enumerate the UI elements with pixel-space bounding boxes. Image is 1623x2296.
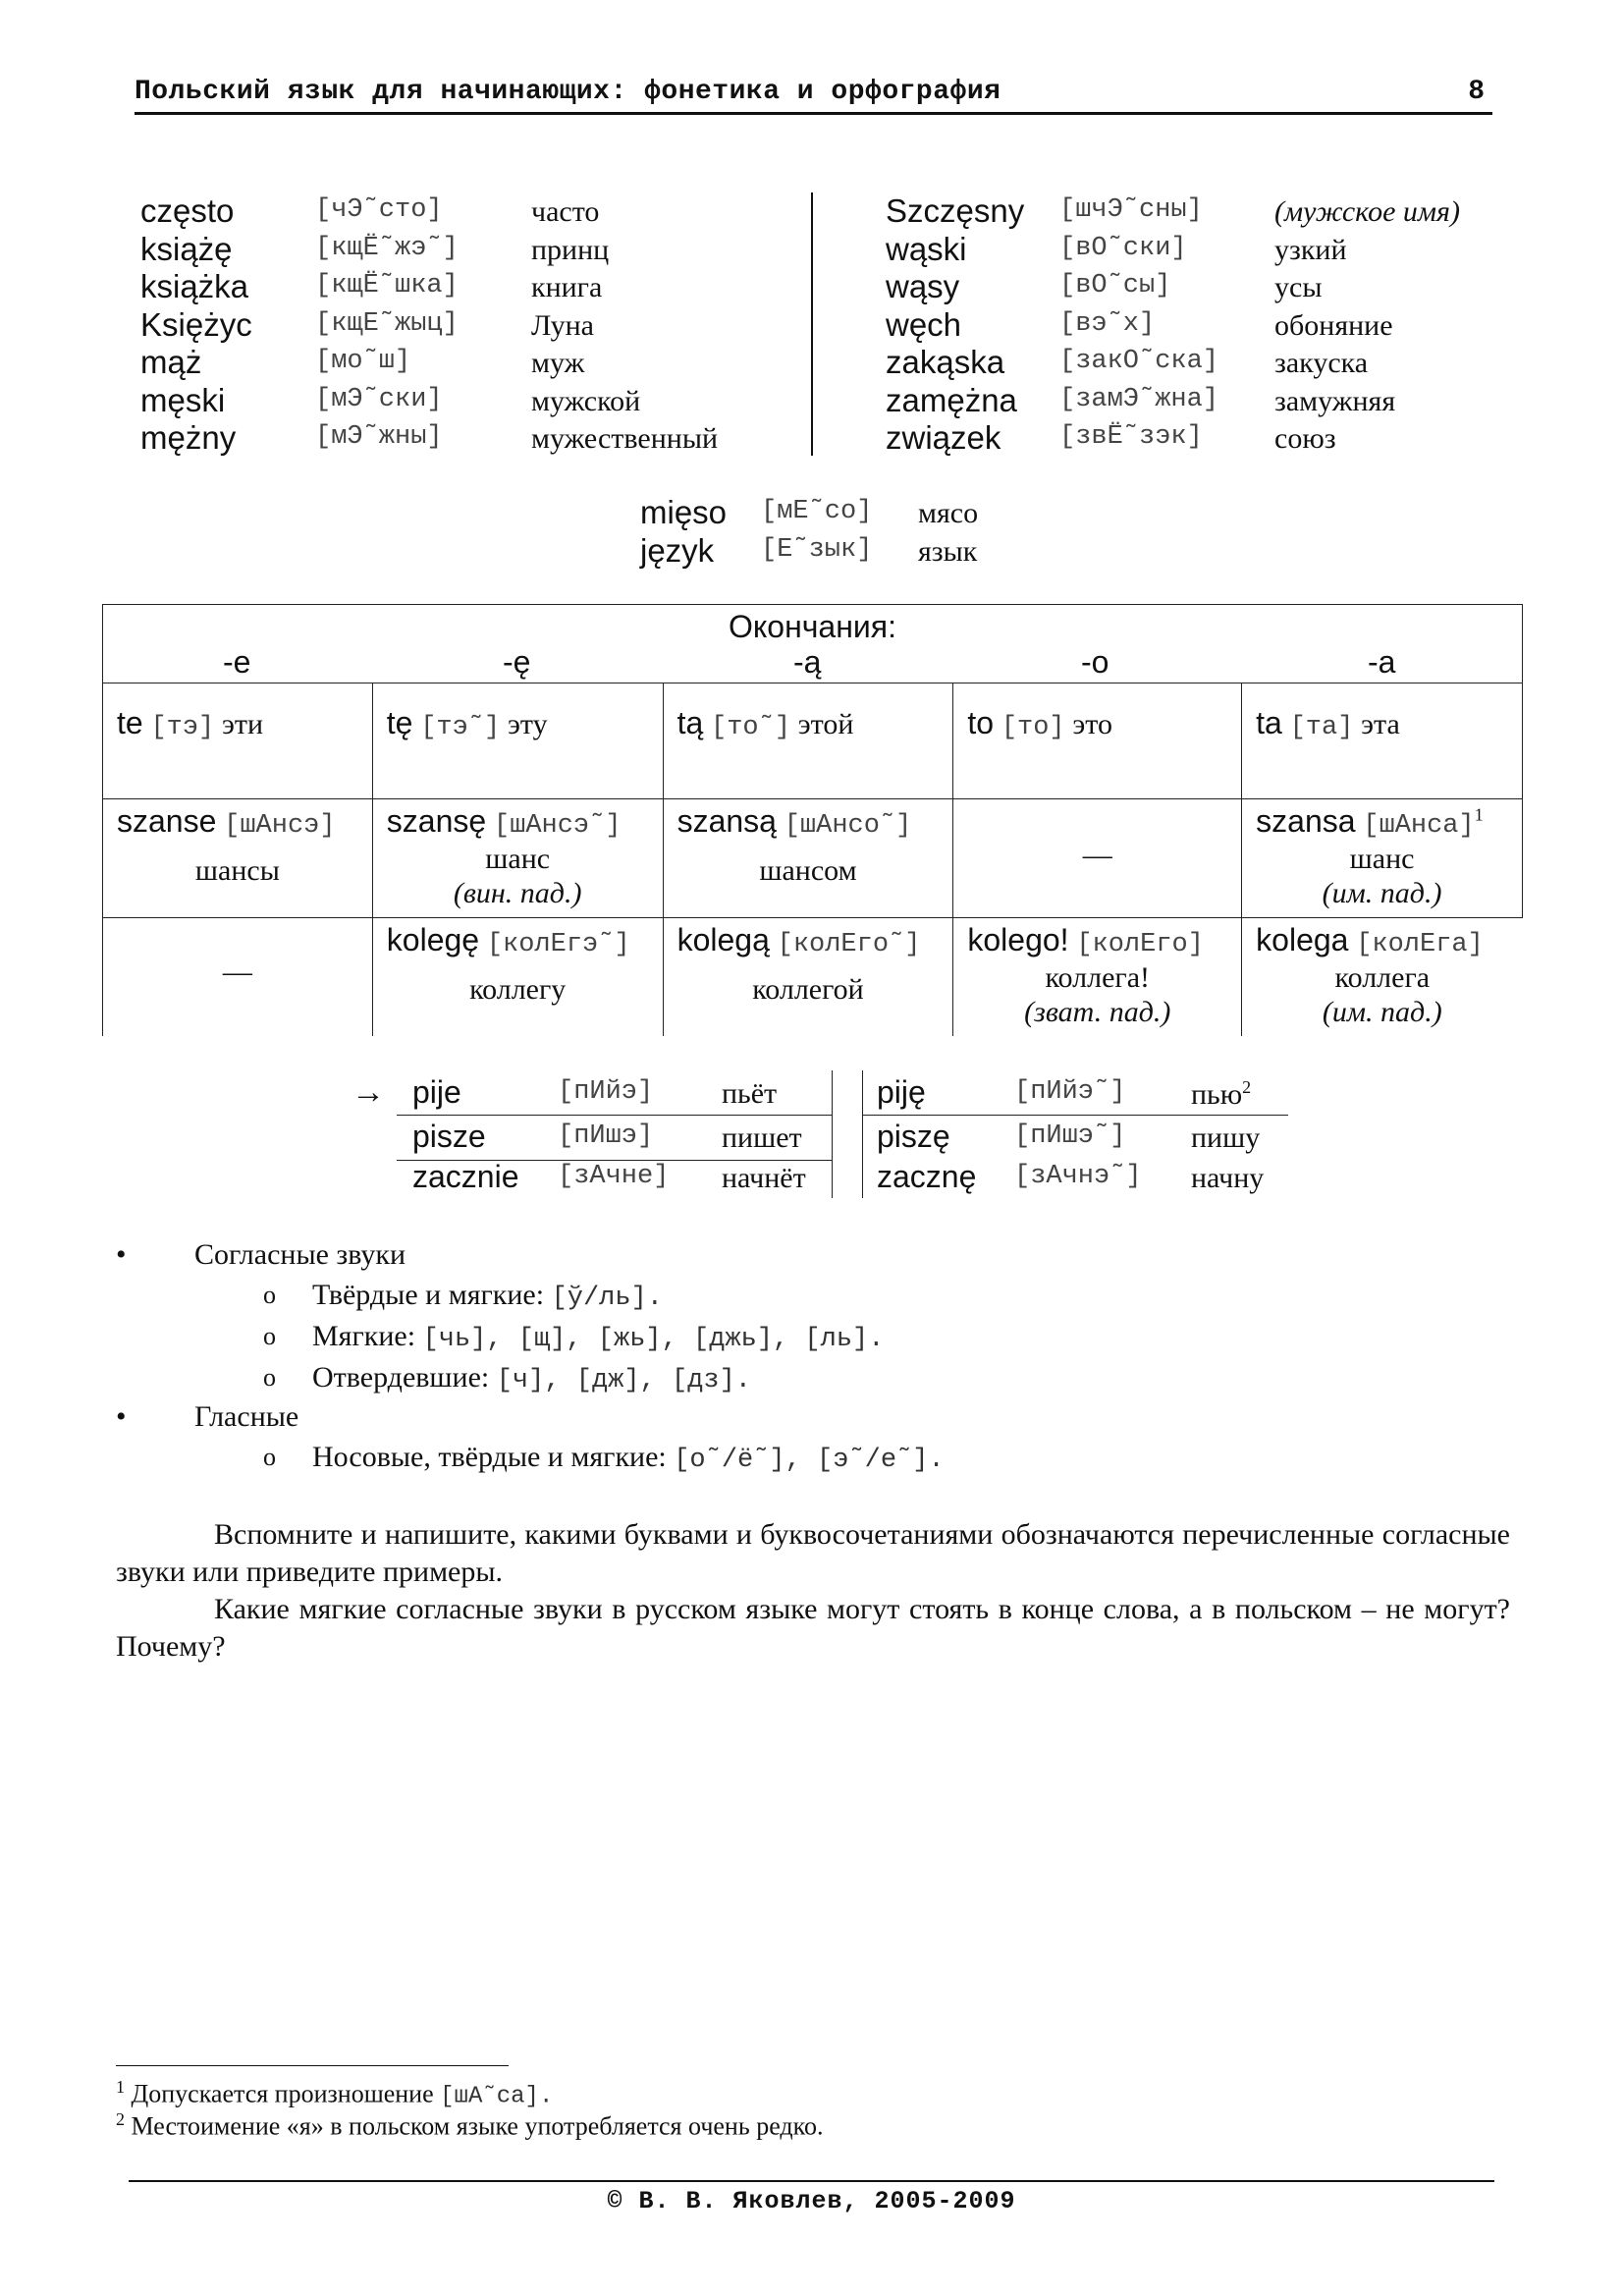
list-item bbox=[886, 344, 1514, 382]
list-item bbox=[886, 306, 1514, 345]
case-label: (вин. пад.) bbox=[453, 877, 582, 909]
transcription: [мЭ˜жны] bbox=[315, 422, 443, 452]
footnote-divider bbox=[116, 2065, 509, 2066]
polish-word: mięso bbox=[640, 494, 728, 530]
transcription: [кщЁ˜шка] bbox=[315, 271, 459, 301]
transcription: [колЕга] bbox=[1356, 930, 1484, 959]
arrow-icon: → bbox=[352, 1074, 385, 1111]
polish-word: książę bbox=[140, 230, 233, 267]
divider bbox=[832, 1070, 833, 1198]
table-cell bbox=[372, 918, 663, 1036]
bullet-text: Гласные bbox=[194, 1400, 299, 1433]
table-cell bbox=[953, 918, 1242, 1036]
transcription: [шАнсэ] bbox=[224, 811, 336, 841]
polish-word: te bbox=[117, 705, 143, 740]
divider bbox=[397, 1115, 832, 1116]
bullet-value: [ч], [дж], [дз]. bbox=[496, 1366, 751, 1395]
transcription: [вО˜ски] bbox=[1059, 233, 1187, 263]
polish-word: wąski bbox=[886, 230, 967, 267]
translation: пьёт bbox=[722, 1077, 778, 1110]
circle-bullet-icon: o bbox=[263, 1281, 276, 1309]
polish-word: zamężna bbox=[886, 381, 1017, 418]
translation: начнёт bbox=[722, 1162, 806, 1194]
table-cell bbox=[663, 918, 953, 1036]
table-cell bbox=[953, 683, 1242, 799]
polish-word: piję bbox=[877, 1074, 926, 1110]
bullet-value: [ў/ль]. bbox=[551, 1284, 663, 1313]
transcription: [мо˜ш] bbox=[315, 347, 411, 376]
polish-word: zakąska bbox=[886, 344, 1005, 380]
case-label: (им. пад.) bbox=[1322, 996, 1442, 1028]
center-word-list bbox=[640, 494, 1033, 570]
polish-word: często bbox=[140, 192, 235, 229]
page-header bbox=[135, 77, 1492, 115]
table-cell bbox=[1242, 918, 1523, 1036]
translation: начну bbox=[1191, 1162, 1265, 1194]
table-cell bbox=[663, 799, 953, 918]
list-item bbox=[140, 231, 808, 269]
list-item bbox=[140, 192, 808, 231]
polish-word: pije bbox=[412, 1074, 461, 1110]
paragraph: Какие мягкие согласные звуки в русском языке могут стоять в конце слова, а в польском – не могут? Почему? bbox=[116, 1593, 1510, 1663]
transcription: [пИшэ˜] bbox=[1014, 1121, 1126, 1151]
translation: эти bbox=[222, 708, 264, 740]
polish-word: to bbox=[967, 705, 995, 740]
polish-word: ta bbox=[1256, 705, 1282, 740]
translation: шанс bbox=[1349, 843, 1415, 875]
empty-dash: — bbox=[1082, 839, 1112, 871]
polish-word: szansą bbox=[676, 803, 777, 839]
footnote-ref: 2 bbox=[1242, 1077, 1252, 1097]
footer-copyright: © В. В. Яковлев, 2005-2009 bbox=[607, 2187, 1016, 2215]
bullet-icon: • bbox=[116, 1238, 127, 1271]
translation: закуска bbox=[1274, 347, 1369, 379]
polish-word: kolegą bbox=[676, 922, 770, 957]
footnote-text: Местоимение «я» в польском языке употребляется очень редко. bbox=[131, 2111, 824, 2141]
transcription: [пИйэ] bbox=[558, 1077, 654, 1107]
translation: мужской bbox=[531, 384, 641, 417]
bullet-label: Носовые, твёрдые и мягкие: bbox=[312, 1441, 667, 1473]
table-cell bbox=[372, 799, 663, 918]
polish-word: książka bbox=[140, 268, 249, 304]
bullet-value: [чь], [щ], [жь], [джь], [ль]. bbox=[422, 1325, 885, 1354]
table-cell bbox=[663, 683, 953, 799]
left-word-list bbox=[140, 192, 808, 458]
transcription: [колЕго˜] bbox=[777, 930, 921, 959]
transcription: [мЭ˜ски] bbox=[315, 384, 443, 414]
list-item bbox=[886, 231, 1514, 269]
translation: шанс bbox=[485, 843, 551, 875]
polish-word: tą bbox=[676, 705, 704, 740]
polish-word: kolego! bbox=[967, 922, 1069, 957]
translation: замужняя bbox=[1274, 384, 1396, 417]
translation: коллегу bbox=[469, 973, 567, 1006]
paragraph: Вспомните и напишите, какими буквами и буквосочетаниями обозначаются перечисленные согласные звуки или приведите примеры. bbox=[116, 1518, 1510, 1588]
endings-title: Окончания: bbox=[729, 609, 896, 644]
ending-header: -a bbox=[1368, 644, 1396, 680]
column-divider bbox=[811, 192, 813, 456]
bullet-label: Отвердевшие: bbox=[312, 1361, 490, 1394]
translation: принц bbox=[531, 233, 610, 266]
transcription: [колЕго] bbox=[1076, 930, 1204, 959]
transcription: [зАчне] bbox=[558, 1162, 670, 1191]
footnote-number: 1 bbox=[116, 2077, 125, 2097]
transcription: [шАнсэ˜] bbox=[493, 811, 622, 841]
translation: коллега bbox=[1334, 961, 1431, 994]
bullet-label: Твёрдые и мягкие: bbox=[312, 1279, 545, 1311]
footnote-transcription: [шА˜са]. bbox=[440, 2083, 554, 2110]
list-item bbox=[886, 419, 1514, 458]
verb-comparison bbox=[0, 1070, 1623, 1208]
transcription: [мЕ˜со] bbox=[761, 497, 873, 526]
transcription: [кщЁ˜жэ˜] bbox=[315, 233, 459, 263]
table-cell bbox=[103, 683, 373, 799]
polish-word: męski bbox=[140, 381, 226, 418]
polish-word: szansę bbox=[386, 803, 487, 839]
transcription: [пИйэ˜] bbox=[1014, 1077, 1126, 1107]
circle-bullet-icon: o bbox=[263, 1322, 276, 1350]
transcription: [звЁ˜зэк] bbox=[1059, 422, 1203, 452]
translation: мужественный bbox=[531, 422, 719, 455]
table-cell bbox=[103, 918, 373, 1036]
transcription: [шАнса] bbox=[1363, 811, 1475, 841]
translation: союз bbox=[1274, 422, 1336, 455]
list-item bbox=[640, 494, 1033, 532]
polish-word: mężny bbox=[140, 419, 237, 456]
transcription: [то] bbox=[1001, 713, 1065, 742]
case-label: (им. пад.) bbox=[1322, 877, 1442, 909]
transcription: [пИшэ] bbox=[558, 1121, 654, 1151]
footnote bbox=[116, 2109, 823, 2142]
translation: пью bbox=[1191, 1078, 1243, 1111]
translation: коллегой bbox=[752, 973, 864, 1006]
transcription: [вО˜сы] bbox=[1059, 271, 1171, 301]
endings-table bbox=[102, 604, 1523, 1036]
translation: пишу bbox=[1191, 1121, 1261, 1154]
transcription: [вэ˜х] bbox=[1059, 308, 1156, 339]
page-number: 8 bbox=[1468, 77, 1485, 107]
translation: шансы bbox=[194, 854, 280, 887]
footnote bbox=[116, 2077, 553, 2110]
translation: пишет bbox=[722, 1121, 802, 1154]
footer-divider bbox=[129, 2180, 1494, 2182]
case-label: (зват. пад.) bbox=[1024, 996, 1171, 1028]
transcription: [замЭ˜жна] bbox=[1059, 384, 1219, 414]
transcription: [то˜] bbox=[711, 713, 791, 742]
translation: коллега! bbox=[1045, 961, 1151, 994]
list-item bbox=[140, 382, 808, 420]
transcription: [закО˜ска] bbox=[1059, 347, 1219, 376]
footnote-ref: 1 bbox=[1474, 804, 1484, 825]
table-cell bbox=[372, 683, 663, 799]
translation: узкий bbox=[1274, 233, 1347, 266]
translation: эту bbox=[507, 708, 548, 740]
list-item bbox=[140, 268, 808, 306]
translation: муж bbox=[531, 347, 585, 379]
transcription: [тэ] bbox=[150, 713, 215, 742]
transcription: [колЕгэ˜] bbox=[486, 930, 630, 959]
polish-word: Księżyc bbox=[140, 305, 252, 343]
polish-word: kolega bbox=[1256, 922, 1349, 957]
translation: Луна bbox=[531, 308, 594, 342]
table-cell bbox=[103, 799, 373, 918]
polish-word: szanse bbox=[117, 803, 217, 839]
transcription: [Е˜зык] bbox=[761, 534, 873, 565]
ending-header: -e bbox=[223, 644, 251, 680]
bullet-label: Мягкие: bbox=[312, 1320, 416, 1352]
right-word-list bbox=[886, 192, 1514, 458]
circle-bullet-icon: o bbox=[263, 1443, 276, 1471]
polish-word: zacznę bbox=[877, 1159, 977, 1194]
list-item bbox=[140, 344, 808, 382]
transcription: [шчЭ˜сны] bbox=[1059, 195, 1203, 225]
list-item bbox=[886, 192, 1514, 231]
table-cell bbox=[1242, 799, 1523, 918]
ending-header: -o bbox=[1081, 644, 1109, 680]
transcription: [зАчнэ˜] bbox=[1014, 1162, 1142, 1191]
translation: этой bbox=[797, 708, 854, 740]
polish-word: szansa bbox=[1256, 803, 1356, 839]
list-item bbox=[140, 419, 808, 458]
polish-word: związek bbox=[886, 419, 1001, 456]
transcription: [кщЕ˜жыц] bbox=[315, 308, 459, 339]
translation: язык bbox=[918, 534, 978, 568]
ending-header: -ą bbox=[793, 644, 822, 680]
list-item bbox=[886, 268, 1514, 306]
polish-word: język bbox=[640, 531, 715, 569]
footnote-text: Допускается произношение bbox=[131, 2079, 434, 2108]
translation: мясо bbox=[918, 497, 979, 529]
polish-word: kolegę bbox=[386, 922, 480, 957]
polish-word: zacznie bbox=[412, 1159, 519, 1194]
polish-word: piszę bbox=[877, 1119, 950, 1154]
transcription: [шАнсо˜] bbox=[784, 811, 912, 841]
divider bbox=[862, 1115, 1288, 1116]
bullet-value: [о˜/ё˜], [э˜/е˜]. bbox=[674, 1446, 945, 1475]
translation: часто bbox=[531, 195, 600, 228]
bullet-icon: • bbox=[116, 1400, 127, 1433]
polish-word: pisze bbox=[412, 1119, 486, 1154]
list-item bbox=[640, 532, 1033, 571]
endings-header bbox=[103, 605, 1523, 683]
footnote-number: 2 bbox=[116, 2109, 125, 2129]
translation: шансом bbox=[759, 854, 857, 887]
transcription: [та] bbox=[1289, 713, 1354, 742]
list-item bbox=[886, 382, 1514, 420]
translation: книга bbox=[531, 271, 603, 303]
empty-dash: — bbox=[222, 956, 252, 988]
polish-word: wąsy bbox=[886, 268, 960, 304]
table-cell bbox=[953, 799, 1242, 918]
polish-word: Szczęsny bbox=[886, 192, 1025, 229]
header-title: Польский язык для начинающих: фонетика и орфография bbox=[135, 77, 1001, 107]
translation: это bbox=[1072, 708, 1112, 740]
bullet-text: Согласные звуки bbox=[194, 1238, 406, 1271]
translation: обоняние bbox=[1274, 308, 1393, 342]
list-item bbox=[140, 306, 808, 345]
translation: усы bbox=[1274, 271, 1323, 303]
divider bbox=[862, 1070, 863, 1198]
table-cell bbox=[1242, 683, 1523, 799]
polish-word: mąż bbox=[140, 344, 202, 380]
transcription: [чЭ˜сто] bbox=[315, 195, 443, 225]
ending-header: -ę bbox=[503, 644, 531, 680]
polish-word: węch bbox=[886, 305, 962, 343]
transcription: [тэ˜] bbox=[420, 713, 501, 742]
translation: эта bbox=[1361, 708, 1400, 740]
translation: (мужское имя) bbox=[1274, 195, 1460, 228]
circle-bullet-icon: o bbox=[263, 1363, 276, 1392]
polish-word: tę bbox=[386, 705, 413, 740]
